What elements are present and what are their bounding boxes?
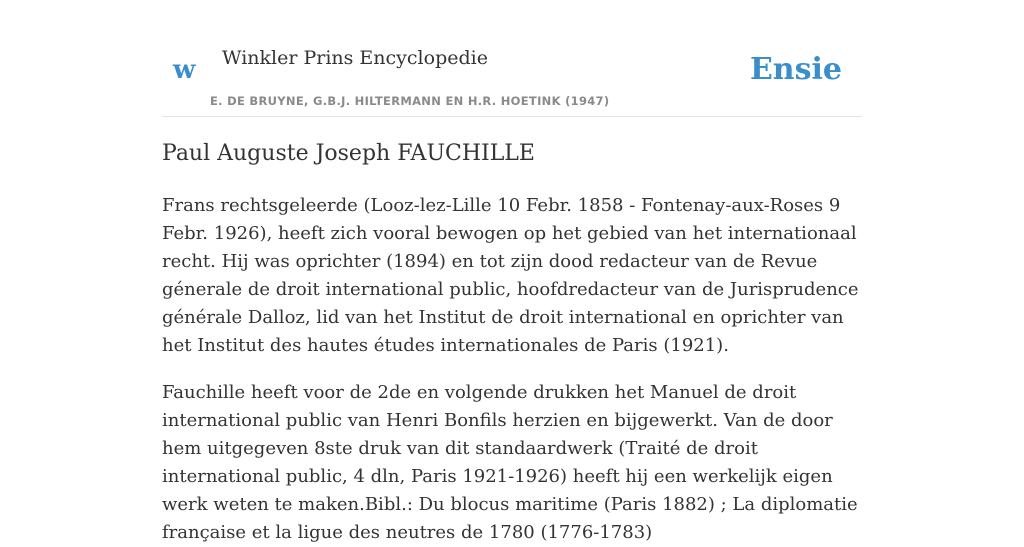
article-title: Paul Auguste Joseph FAUCHILLE [162, 141, 535, 166]
article-paragraph-1: Frans rechtsgeleerde (Looz-lez-Lille 10 Febr. 1858 - Fontenay-aux-Roses 9 Febr. 1926), heeft zich vooral bewogen op het gebied van het internationaal recht. Hij was oprichter (1894) en tot zijn dood redacteur van de Revue génerale de droit international public, hoofdredacteur van de Jurisprudence générale Dalloz, lid van het Institut de droit international en oprichter van het Institut des hautes études internationales de Paris (1921). [162, 195, 859, 356]
ensie-logo[interactable]: Ensie [749, 52, 842, 87]
source-authors: E. DE BRUYNE, G.B.J. HILTERMANN EN H.R. HOETINK (1947) [210, 94, 610, 108]
source-title[interactable]: Winkler Prins Encyclopedie [222, 47, 488, 69]
winkler-prins-logo[interactable]: w [173, 55, 196, 85]
article [162, 137, 862, 547]
article-paragraph-2: Fauchille heeft voor de 2de en volgende drukken het Manuel de droit international public van Henri Bonfils herzien en bijgewerkt. Van de door hem uitgegeven 8ste druk van dit standaardwerk (Traité de droit international public, 4 dln, Paris 1921-1926) heeft hij een werkelijk eigen werk weten te maken.Bibl.: Du blocus maritime (Paris 1882) ; La diplomatie française et la ligue des neutres de 1780 (1776-1783) [162, 382, 858, 543]
source-header [162, 40, 862, 117]
